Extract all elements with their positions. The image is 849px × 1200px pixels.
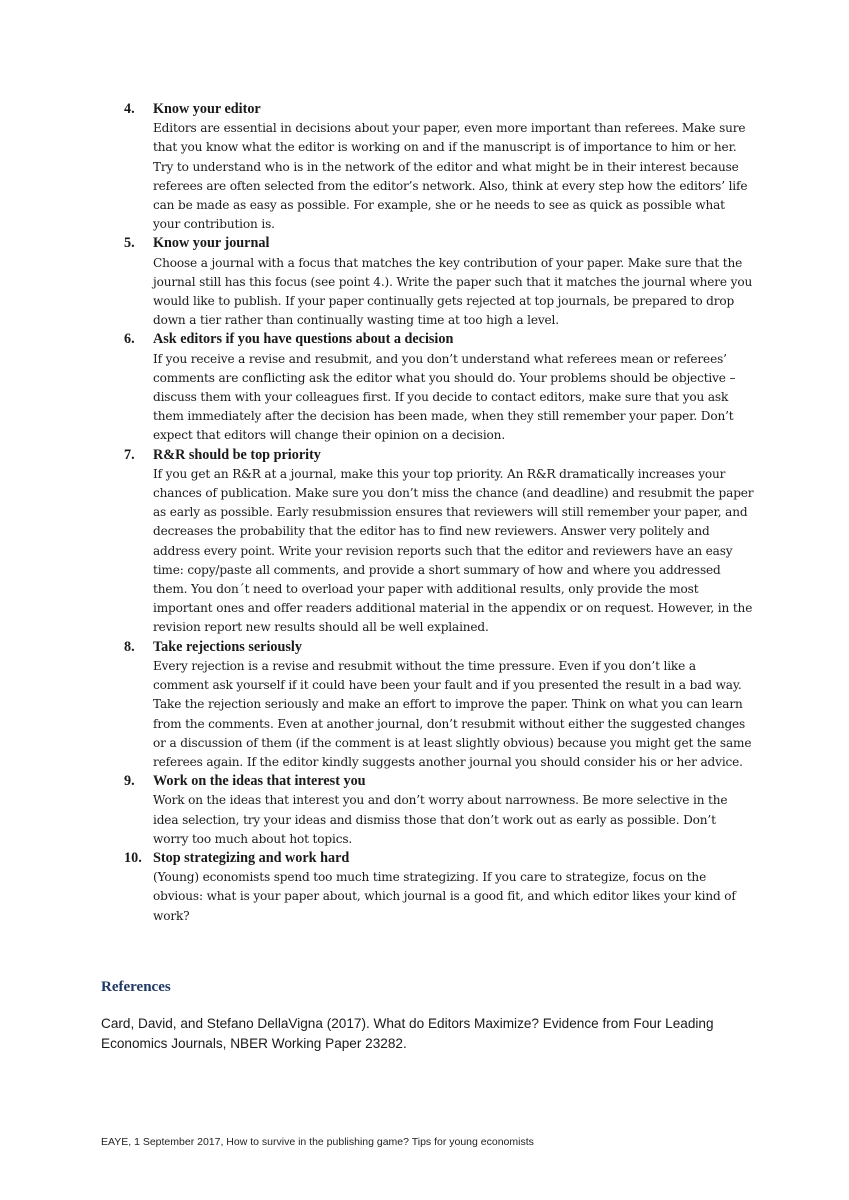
tip-heading: Know your journal xyxy=(153,235,270,252)
tip-item-8 xyxy=(124,638,754,772)
tip-item-6 xyxy=(124,330,754,445)
tip-body: Work on the ideas that interest you and don’t worry about narrowness. Be more selective in the idea selection, try your ideas and dismiss those that don’t work out as early as possible. Don’t worry too much about hot topics. xyxy=(153,793,728,846)
tip-item-9 xyxy=(124,772,754,849)
tip-number: 8. xyxy=(124,638,135,655)
reference-entry: Card, David, and Stefano DellaVigna (2017). What do Editors Maximize? Evidence from Four Leading Economics Journals, NBER Working Paper 23282. xyxy=(101,1016,714,1051)
tip-number: 5. xyxy=(124,235,135,252)
tip-body: If you receive a revise and resubmit, and you don’t understand what referees mean or referees’ comments are conflicting ask the editor what you should do. Your problems should be objective – discuss them with your colleagues first. If you decide to contact editors, make sure that you ask them immediately after the decision has been made, when they still remember your paper. Don’t expect that editors will change their opinion on a decision. xyxy=(153,351,736,443)
tip-number: 6. xyxy=(124,331,135,348)
tip-heading: Take rejections seriously xyxy=(153,638,302,655)
tip-heading: Work on the ideas that interest you xyxy=(153,773,366,790)
tip-body: Editors are essential in decisions about your paper, even more important than referees. Make sure that you know what the editor is working on and if the manuscript is of importance to him or her. Try to understand who is in the network of the editor and what might be in their interest because referees are often selected from the editor’s network. Also, think at every step how the editors’ life can be made as easy as possible. For example, she or he needs to see as quick as possible what your contribution is. xyxy=(153,121,748,232)
tip-body: If you get an R&R at a journal, make this your top priority. An R&R dramatically increases your chances of publication. Make sure you don’t miss the chance (and deadline) and resubmit the paper as early as possible. Early resubmission ensures that reviewers will still remember your paper, and decreases the probability that the editor has to find new reviewers. Answer very politely and address every point. Write your revision reports such that the editor and reviewers have an easy time: copy/paste all comments, and provide a short summary of how and where you addressed them. You don´t need to overload your paper with additional results, only provide the most important ones and offer readers additional material in the appendix or on request. However, in the revision report new results should all be well explained. xyxy=(153,466,754,635)
tip-number: 4. xyxy=(124,101,135,117)
tip-heading: R&R should be top priority xyxy=(153,446,321,463)
tip-heading: Stop strategizing and work hard xyxy=(153,849,350,866)
tip-heading: Ask editors if you have questions about a decision xyxy=(153,331,454,348)
tip-number: 7. xyxy=(124,446,135,463)
references-heading: References xyxy=(101,979,171,995)
tip-body: Every rejection is a revise and resubmit without the time pressure. Even if you don’t like a comment ask yourself if it could have been your fault and if you presented the result in a bad way. Take the rejection seriously and make an effort to improve the paper. Think on what you can learn from the comments. Even at another journal, don’t resubmit without either the suggested changes or a discussion of them (if the comment is at least slightly obvious) because you might get the same referees again. If the editor kindly suggests another journal you should consider his or her advice. xyxy=(153,658,752,769)
tip-body: (Young) economists spend too much time strategizing. If you care to strategize, focus on the obvious: what is your paper about, which journal is a good fit, and which editor likes your kind of work? xyxy=(153,870,736,923)
tip-number: 9. xyxy=(124,773,135,790)
tip-item-7 xyxy=(124,446,754,638)
tip-number: 10. xyxy=(124,849,142,866)
tip-item-4 xyxy=(124,100,754,234)
tips-list xyxy=(124,100,754,926)
tip-item-5 xyxy=(124,234,754,330)
page-footer: EAYE, 1 September 2017, How to survive in the publishing game? Tips for young economists xyxy=(101,1136,534,1148)
tip-body: Choose a journal with a focus that matches the key contribution of your paper. Make sure that the journal still has this focus (see point 4.). Write the paper such that it matches the journal where you would like to publish. If your paper continually gets rejected at top journals, be prepared to drop down a tier rather than continually wasting time at too high a level. xyxy=(153,255,753,328)
tip-item-10 xyxy=(124,849,754,926)
tip-heading: Know your editor xyxy=(153,101,261,117)
